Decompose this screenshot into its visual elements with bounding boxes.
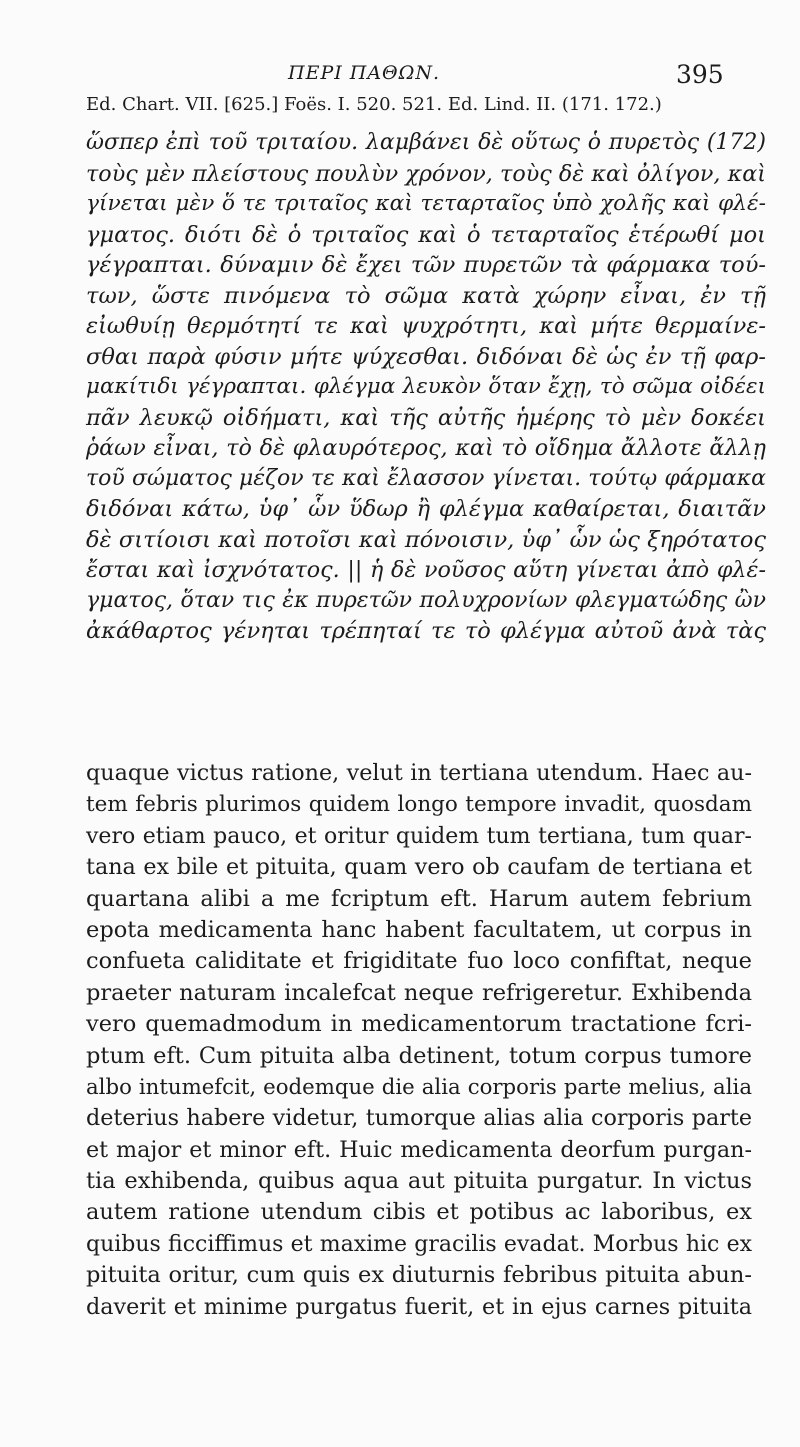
- latin-line: quibus ficciffimus et maxime gracilis evadat. Morbus hic ex: [86, 1231, 752, 1257]
- latin-line: vero quemadmodum in medicamentorum tractatione fcri-: [86, 1011, 752, 1038]
- edition-references: Ed. Chart. VII. [625.] Foës. I. 520. 521. Ed. Lind. II. (171. 172.): [86, 94, 662, 115]
- latin-line: autem ratione utendum cibis et potibus ac laboribus, ex: [86, 1199, 752, 1226]
- greek-line: ῥάων εἶναι, τὸ δὲ φλαυρότερος, καὶ τὸ οἴδημα ἄλλοτε ἄλλῃ: [86, 435, 766, 461]
- latin-line: albo intumefcit, eodemque die alia corporis parte melius, alia: [86, 1074, 752, 1100]
- greek-line: γματος. διότι δὲ ὁ τριταῖος καὶ ὁ τεταρταῖος ἑτέρωθί μοι: [86, 221, 766, 248]
- latin-line: daverit et minime purgatus fuerit, et in ejus carnes pituita: [86, 1293, 752, 1320]
- latin-line: pituita oritur, cum quis ex diuturnis febribus pituita abun-: [86, 1262, 752, 1289]
- greek-line: γίνεται μὲν ὅ τε τριταῖος καὶ τεταρταῖος ὑπὸ χολῆς καὶ φλέ-: [86, 191, 766, 216]
- latin-line: tia exhibenda, quibus aqua aut pituita purgatur. In victus: [86, 1168, 752, 1195]
- greek-line: τοὺς μὲν πλείστους πουλὺν χρόνον, τοὺς δὲ καὶ ὀλίγον, καὶ: [86, 160, 766, 187]
- latin-line: tana ex bile et pituita, quam vero ob caufam de tertiana et: [86, 854, 752, 881]
- greek-line: γέγραπται. δύναμιν δὲ ἔχει τῶν πυρετῶν τὰ φάρμακα τού-: [86, 252, 766, 278]
- greek-line: ἔσται καὶ ἰσχνότατος. || ἡ δὲ νοῦσος αὕτη γίνεται ἀπὸ φλέ-: [86, 557, 766, 583]
- greek-text-block: [86, 128, 766, 647]
- latin-translation-block: [86, 758, 752, 1323]
- latin-line: epota medicamenta hanc habent facultatem, ut corpus in: [86, 916, 752, 943]
- running-title: ΠΕΡΙ ΠΑΘΩΝ.: [288, 62, 441, 84]
- page-number: 395: [676, 60, 724, 89]
- latin-line: et major et minor eft. Huic medicamenta deorfum purgan-: [86, 1136, 752, 1163]
- running-head: [0, 58, 800, 98]
- latin-line: praeter naturam incalefcat neque refrigeretur. Exhibenda: [86, 979, 752, 1006]
- greek-line: γματος, ὅταν τις ἐκ πυρετῶν πολυχρονίων φλεγματώδης ὢν: [86, 587, 766, 613]
- latin-line: deterius habere videtur, tumorque alias alia corporis parte: [86, 1105, 752, 1132]
- greek-line: των, ὥστε πινόμενα τὸ σῶμα κατὰ χώρην εἶναι, ἐν τῇ: [86, 282, 766, 309]
- latin-line: vero etiam pauco, et oritur quidem tum tertiana, tum quar-: [86, 823, 752, 849]
- latin-line: quartana alibi a me fcriptum eft. Harum autem febrium: [86, 885, 752, 912]
- latin-line: confueta caliditate et frigiditate fuo loco confiftat, neque: [86, 948, 752, 975]
- greek-line: ὥσπερ ἐπὶ τοῦ τριταίου. λαμβάνει δὲ οὕτως ὁ πυρετὸς (172): [86, 130, 766, 155]
- greek-line: τοῦ σώματος μέζον τε καὶ ἔλασσον γίνεται. τούτῳ φάρμακα: [86, 465, 766, 491]
- greek-line: διδόναι κάτω, ὑφ᾽ ὧν ὕδωρ ἢ φλέγμα καθαίρεται, διαιτᾶν: [86, 496, 766, 522]
- latin-line: quaque victus ratione, velut in tertiana utendum. Haec au-: [86, 760, 752, 786]
- greek-line: ἀκάθαρτος γένηται τρέπηταί τε τὸ φλέγμα αὐτοῦ ἀνὰ τὰς: [86, 618, 766, 644]
- greek-line: πᾶν λευκῷ οἰδήματι, καὶ τῆς αὐτῆς ἡμέρης τὸ μὲν δοκέει: [86, 404, 766, 431]
- greek-line: δὲ σιτίοισι καὶ ποτοῖσι καὶ πόνοισιν, ὑφ᾽ ὧν ὡς ξηρότατος: [86, 526, 766, 553]
- greek-line: μακίτιδι γέγραπται. φλέγμα λευκὸν ὅταν ἔχῃ, τὸ σῶμα οἰδέει: [86, 374, 766, 399]
- latin-line: tem febris plurimos quidem longo tempore invadit, quosdam: [86, 792, 752, 818]
- greek-line: σθαι παρὰ φύσιν μήτε ψύχεσθαι. διδόναι δὲ ὡς ἐν τῇ φαρ-: [86, 343, 766, 370]
- greek-line: εἰωθυίῃ θερμότητί τε καὶ ψυχρότητι, καὶ μήτε θερμαίνε-: [86, 313, 766, 339]
- latin-line: ptum eft. Cum pituita alba detinent, totum corpus tumore: [86, 1042, 752, 1069]
